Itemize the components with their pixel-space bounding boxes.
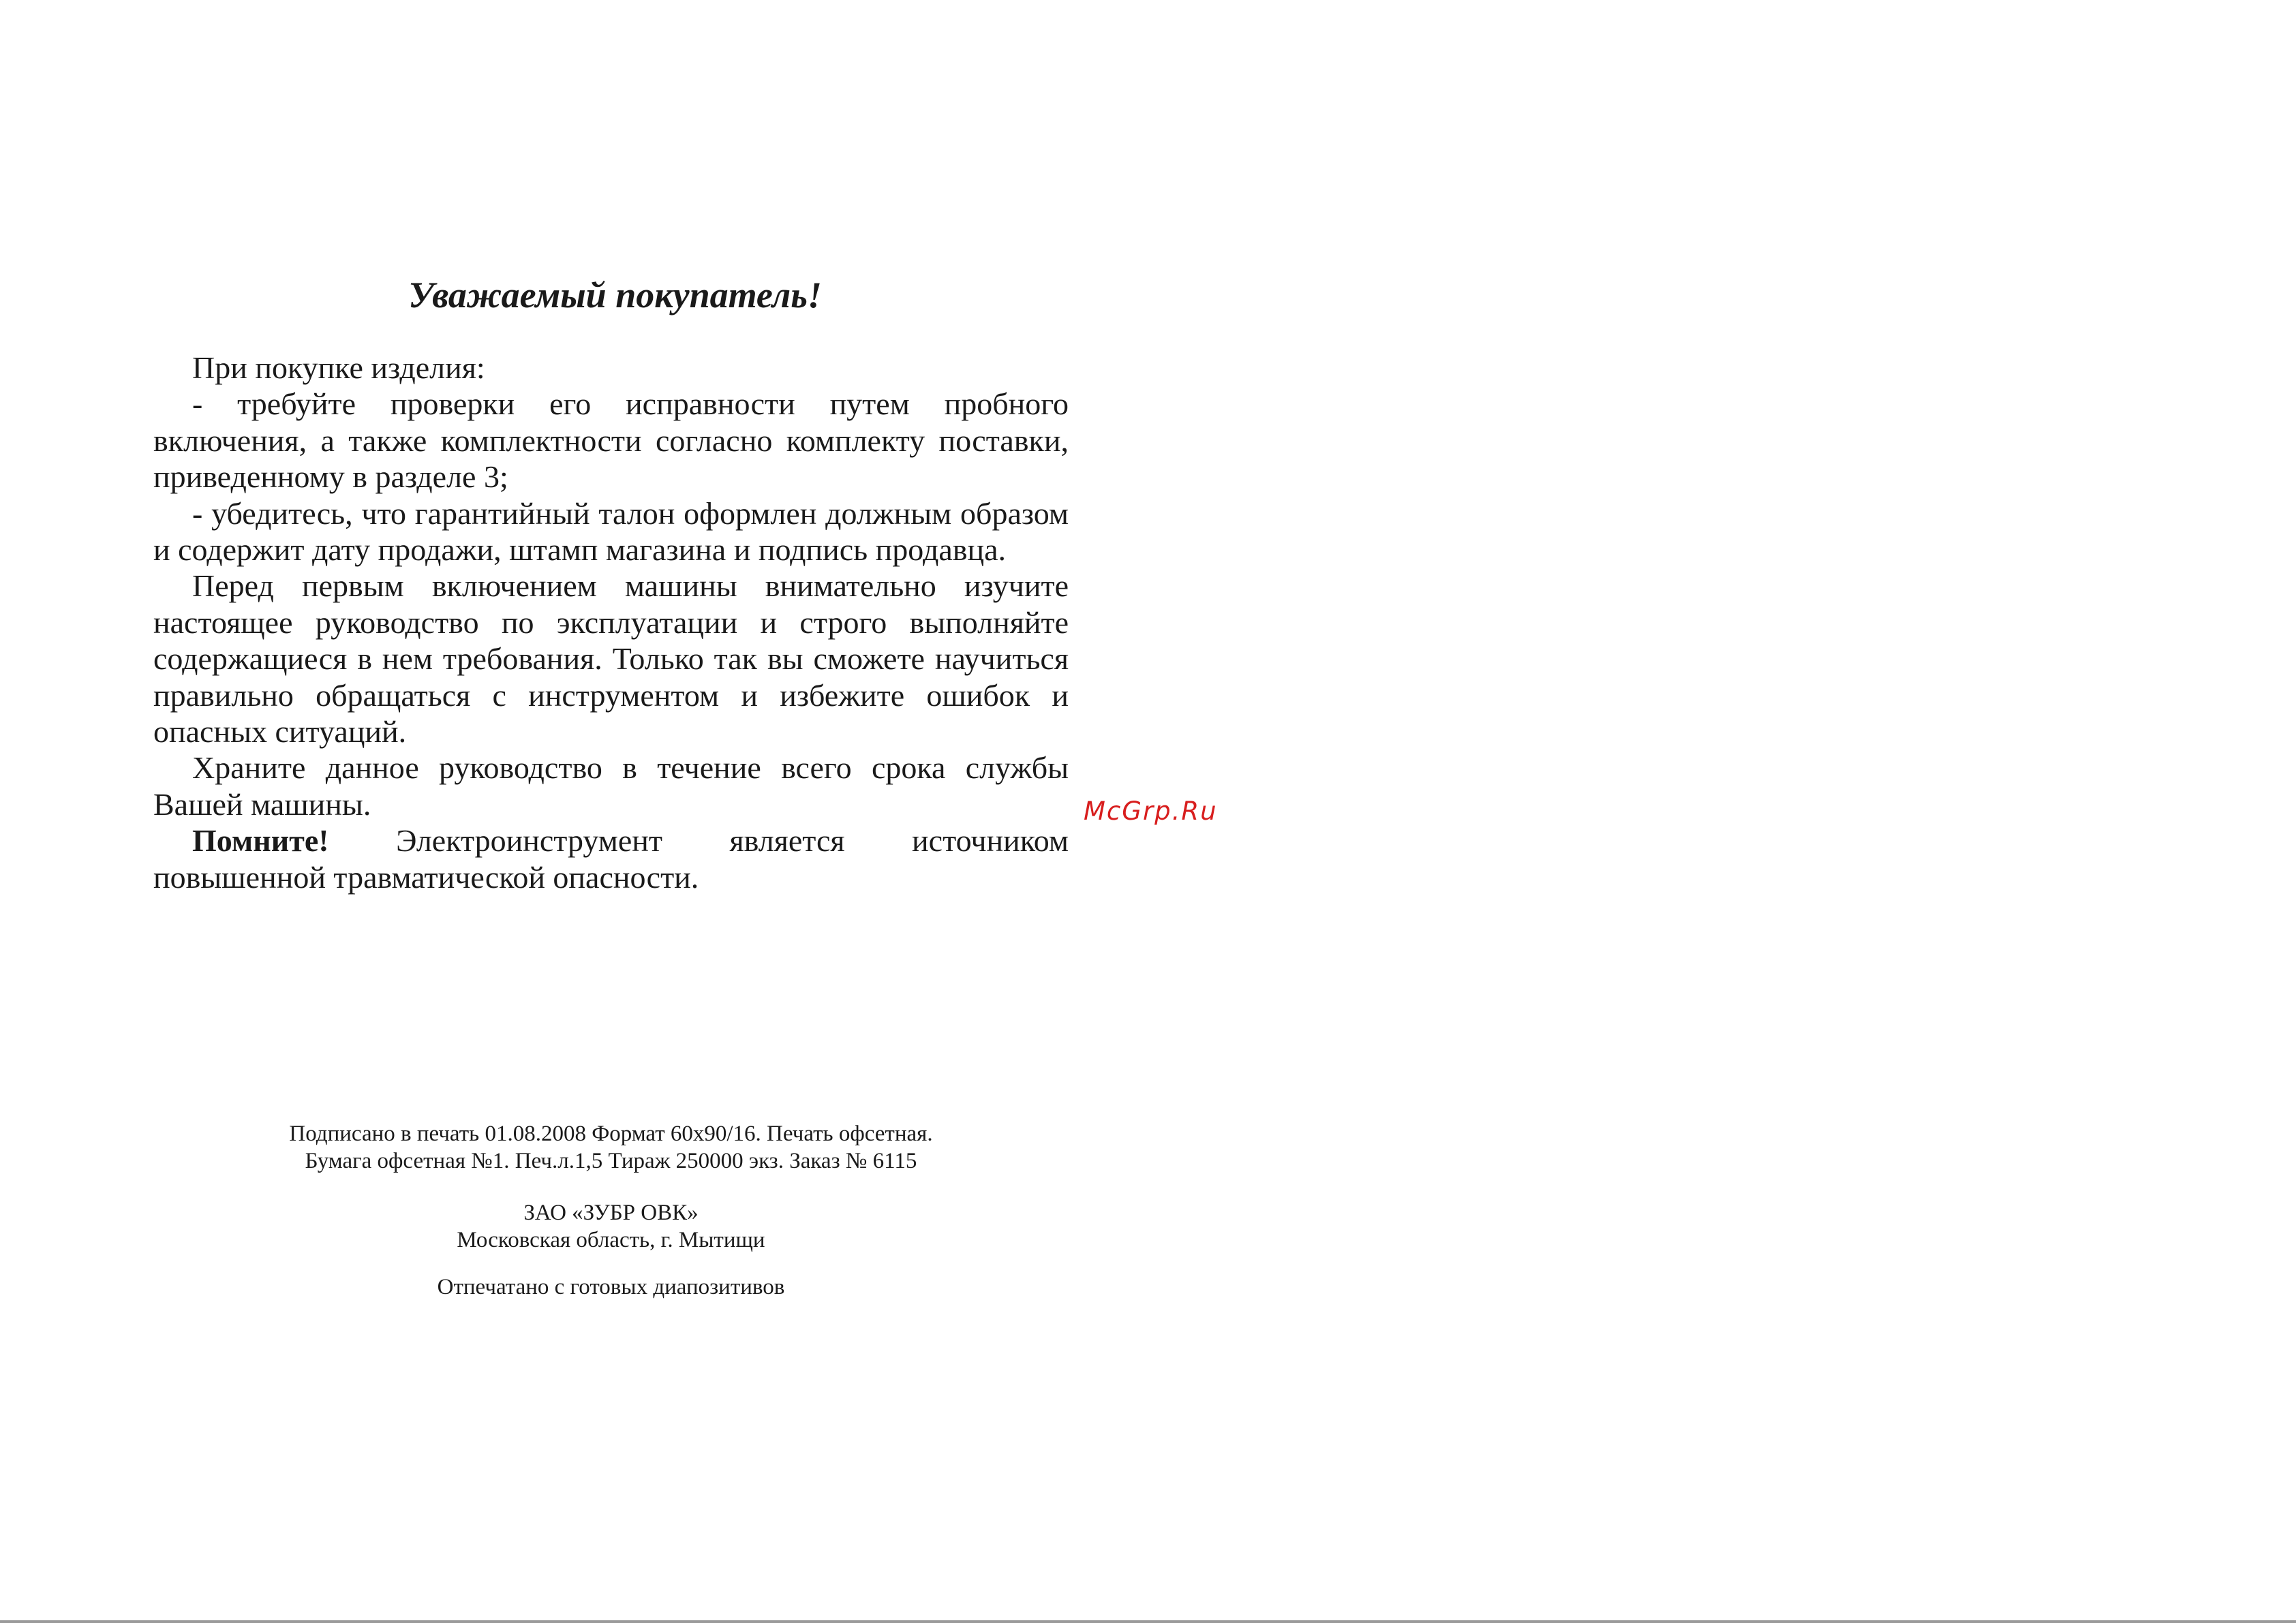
print-details — [153, 1120, 1069, 1175]
warranty-paragraph: - убедитесь, что гарантийный талон оформлен должным образом и содержит дату продажи, штамп магазина и подпись продавца. — [153, 495, 1069, 568]
bottom-divider — [0, 1620, 2296, 1623]
intro-paragraph: При покупке изделия: — [192, 350, 485, 385]
print-details-line: Подписано в печать 01.08.2008 Формат 60х90/16. Печать офсетная. — [289, 1122, 933, 1146]
warning-text: Электроинструмент является источником повышенной травматической опасности. — [153, 823, 1069, 895]
manual-paragraph: Перед первым включением машины внимательно изучите настоящее руководство по эксплуатации и строго выполняйте содержащиеся в нем требования. Только так вы сможете научиться правильно обращаться с инструментом и избежите ошибок и опасных ситуаций. — [153, 568, 1069, 749]
keep-manual-paragraph: Храните данное руководство в течение всего срока службы Вашей машины. — [153, 750, 1069, 822]
check-paragraph: - требуйте проверки его исправности путем пробного включения, а также комплектности согласно комплекту поставки, приведенному в разделе 3; — [153, 386, 1069, 495]
publisher-location: Московская область, г. Мытищи — [457, 1228, 765, 1252]
print-source-line: Отпечатано с готовых диапозитивов — [437, 1275, 785, 1299]
warning-label: Помните! — [192, 823, 329, 859]
instructions-body — [153, 350, 1069, 895]
print-details-line: Бумага офсетная №1. Печ.л.1,5 Тираж 250000 экз. Заказ № 6115 — [305, 1149, 917, 1173]
page-heading: Уважаемый покупатель! — [408, 275, 822, 315]
site-watermark: McGrp.Ru — [1084, 797, 1218, 826]
print-source-note — [153, 1273, 1069, 1301]
publisher-info — [153, 1199, 1069, 1254]
warning-paragraph — [153, 822, 1069, 895]
publisher-name: ЗАО «ЗУБР ОВК» — [523, 1201, 699, 1225]
